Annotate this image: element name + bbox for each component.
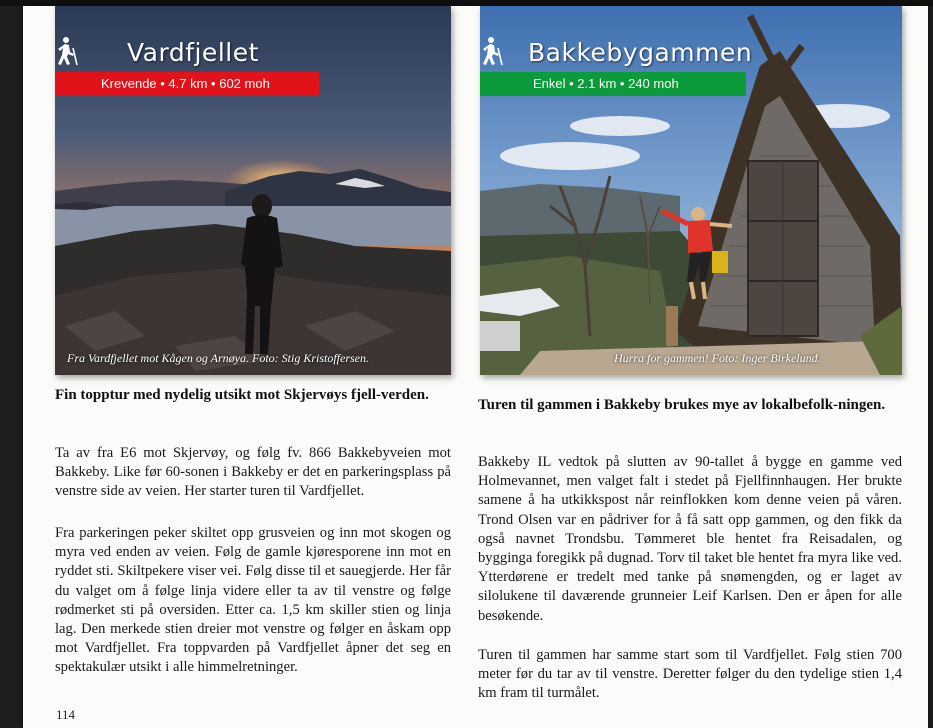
- trail-title: Bakkebygammen: [528, 37, 753, 67]
- vardfjellet-photo: [55, 6, 451, 375]
- photo-caption: Fra Vardfjellet mot Kågen og Arnøya. Foto: Stig Kristoffersen.: [67, 351, 369, 365]
- trail-title: Vardfjellet: [127, 37, 259, 67]
- right-paragraph-2: Turen til gammen har samme start som til Vardfjellet. Følg stien 700 meter før du tar av til venstre. Deretter følger du den tydelige stien 1,4 km fram til turmålet.: [478, 647, 902, 702]
- difficulty-badge: Krevende • 4.7 km • 602 moh: [55, 72, 319, 96]
- left-paragraph-2: Fra parkeringen peker skiltet opp grusveien og inn mot skogen og myra ved enden av veien. Følg de gamle kjøresporene inn mot en ryddet sti. Skiltpekere viser vei. Følg disse til et sauegjerde. Her får du valget om å følge linja videre eller ta av til venstre og følge rødmerket sti på oversiden. Etter ca. 1,5 km skiller stien og linja lag. Den merkede stien dreier mot venstre og følger en åskam opp mot Vardfjellet. Fra toppvarden på Vardfjellet åpner det seg en spektakulær utsikt i alle himmelretninger.: [55, 525, 451, 676]
- right-lead: Turen til gammen i Bakkeby brukes mye av lokalbefolk-ningen.: [478, 397, 886, 413]
- left-paragraph-1: Ta av fra E6 mot Skjervøy, og følg fv. 866 Bakkebyveien mot Bakkeby. Like før 60-sonen i Bakkeby er det en parkeringsplass på venstre side av veien. Her starter turen til Vardfjellet.: [55, 445, 451, 500]
- right-title-row: [480, 36, 752, 68]
- page-number: 114: [56, 707, 76, 722]
- book-page: [23, 6, 928, 728]
- hiker-icon: [490, 36, 522, 68]
- photo-caption: Hurra for gammen! Foto: Inger Birkelund.: [614, 351, 821, 365]
- right-paragraph-1: Bakkeby IL vedtok på slutten av 90-tallet å bygge en gamme ved Holmevannet, men valget falt i stedet på Fjellfinnhaugen. Her brukte samene å ha utkikkspost når reinflokken kom denne veien på våren. Trond Olsen var en pådriver for å få satt opp gammen, og den fikk da også navnet Trondsbu. Tømmeret ble hentet fra Reisadalen, og bygginga foregikk på dugnad. Torv til taket ble hentet fra myra like ved. Ytterdørene er tredelt med tanke på snømengden, og er laget av silolukene til daværende grunneier Leif Karlsen. Den er åpen for alle besøkende.: [478, 454, 902, 624]
- left-title-row: [55, 36, 259, 68]
- bakkebygammen-photo: [480, 6, 902, 375]
- difficulty-badge: Enkel • 2.1 km • 240 moh: [480, 72, 746, 96]
- left-lead: Fin topptur med nydelig utsikt mot Skjervøys fjell-verden.: [55, 387, 429, 403]
- hiker-icon: [65, 36, 97, 68]
